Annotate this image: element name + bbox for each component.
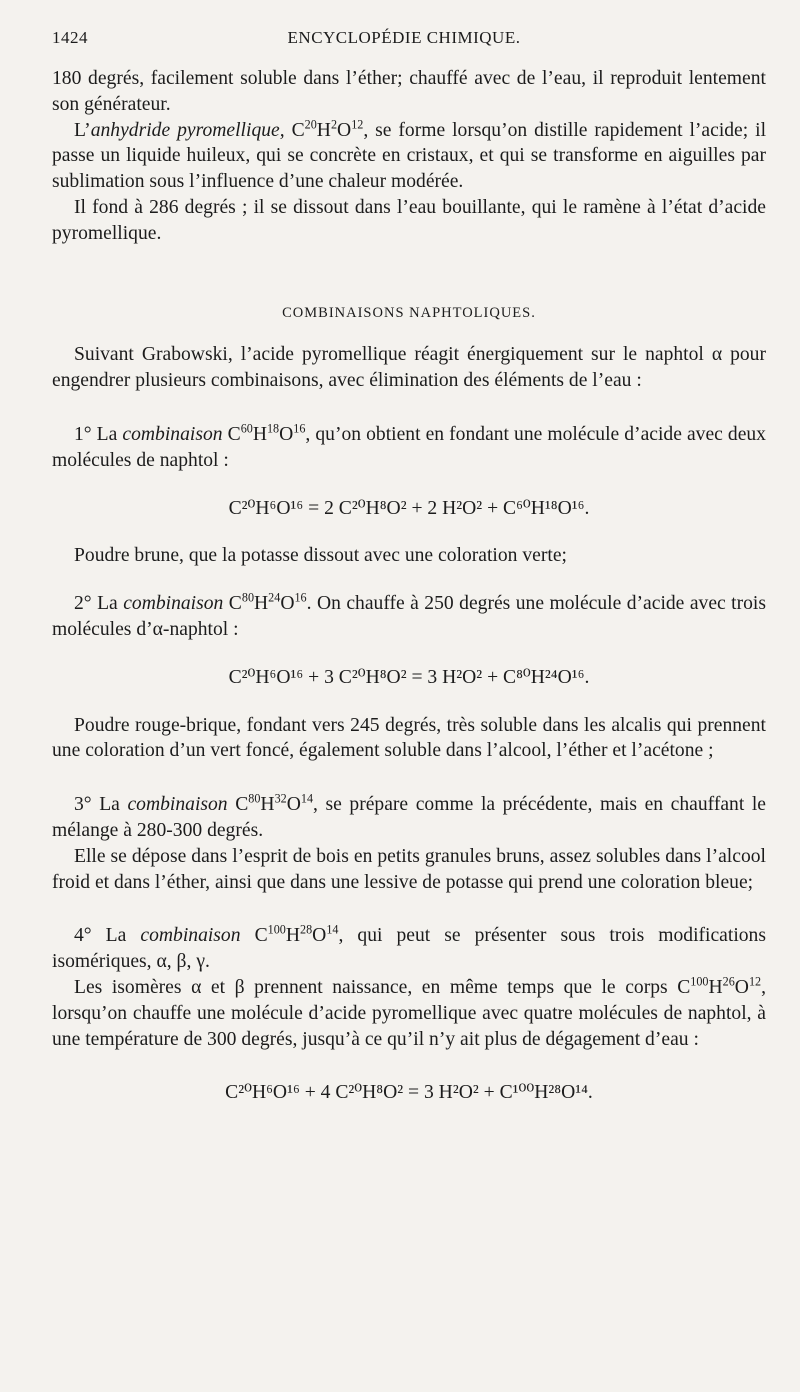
combination-3: 3° La combinaison $C^{80}H^{32}O^{14}$, se prépare comme la précédente, mais en chauffant le mélange à 280-300 degrés. — [52, 791, 766, 841]
combination-2: 2° La combinaison $C^{80}H^{24}O^{16}$. On chauffe à 250 degrés une molécule d’acide avec trois molécules d’α-naphtol : — [52, 590, 766, 640]
paragraph-grabowski: Suivant Grabowski, l’acide pyromellique réagit énergiquement sur le naphtol α pour engendrer plusieurs combinaisons, avec élimination des éléments de l’eau : — [52, 344, 766, 392]
equation-1: C²⁰H⁶O¹⁶ = 2 C²⁰H⁸O² + 2 H²O² + C⁶⁰H¹⁸O¹⁶. — [228, 497, 590, 519]
paragraph-melting: Il fond à 286 degrés ; il se dissout dans l’eau bouillante, qui le ramène à l’état d’acide pyromellique. — [52, 196, 766, 244]
section-title: COMBINAISONS NAPHTOLIQUES. — [282, 304, 536, 321]
running-title: ENCYCLOPÉDIE CHIMIQUE. — [287, 28, 521, 47]
combination-3-note: Elle se dépose dans l’esprit de bois en petits granules bruns, assez solubles dans l’alcool froid et dans l’éther, ainsi que dans une lessive de potasse qui prend une coloration bleue; — [52, 845, 766, 893]
paragraph-solubility: 180 degrés, facilement soluble dans l’éther; chauffé avec de l’eau, il reproduit lentement son générateur. — [52, 68, 766, 115]
formula-c4: $C^{100}H^{28}O^{14}$ — [254, 922, 339, 947]
term-anhydride: anhydride pyromellique, — [90, 119, 285, 141]
equation-2: C²⁰H⁶O¹⁶ + 3 C²⁰H⁸O² = 3 H²O² + C⁸⁰H²⁴O¹⁶. — [228, 666, 590, 688]
combination-1-note: Poudre brune, que la potasse dissout avec une coloration verte; — [74, 545, 567, 567]
formula-c3: $C^{80}H^{32}O^{14}$ — [235, 791, 314, 816]
combination-1: 1° La combinaison $C^{60}H^{18}O^{16}$, qu’on obtient en fondant une molécule d’acide avec deux molécules de naphtol : — [52, 421, 766, 471]
page-body — [52, 66, 766, 1106]
page-number: 1424 — [52, 28, 88, 47]
text-rest: , se forme lorsqu’on distille rapidement l’acide; il passe un liquide huileux, qui se concrète en cristaux, et qui se transforme en aiguilles par sublimation sous l’influence d’une chaleur modérée. — [52, 119, 767, 193]
formula-anhydride: $C^{20}H^2O^{12}$ — [291, 117, 364, 141]
formula-c4-byproduct: $C^{100}H^{26}O^{12}$ — [677, 974, 762, 998]
formula-c1: $C^{60}H^{18}O^{16}$ — [227, 421, 306, 445]
page-header — [52, 28, 756, 52]
text-lead: L’ — [74, 119, 91, 141]
formula-c2: $C^{80}H^{24}O^{16}$ — [228, 590, 307, 615]
combination-4-note: Les isomères α et β prennent naissance, en même temps que le corps $C^{100}H^{26}O^{12}$, lorsqu’on chauffe une molécule d’acide pyromellique avec quatre molécules de naphtol, à une température de 300 degrés, jusqu’à ce qu’il n’y ait plus de dégagement d’eau : — [52, 974, 766, 1050]
paragraph-anhydride — [52, 118, 766, 195]
combination-2-note: Poudre rouge-brique, fondant vers 245 degrés, très soluble dans les alcalis qui prennent une coloration d’un vert foncé, également soluble dans l’alcool, l’éther et l’acétone ; — [52, 714, 766, 762]
combination-4: 4° La combinaison $C^{100}H^{28}O^{14}$, qui peut se présenter sous trois modifications isomériques, α, β, γ. — [52, 922, 766, 973]
equation-3: C²⁰H⁶O¹⁶ + 4 C²⁰H⁸O² = 3 H²O² + C¹⁰⁰H²⁸O¹⁴. — [225, 1082, 593, 1104]
